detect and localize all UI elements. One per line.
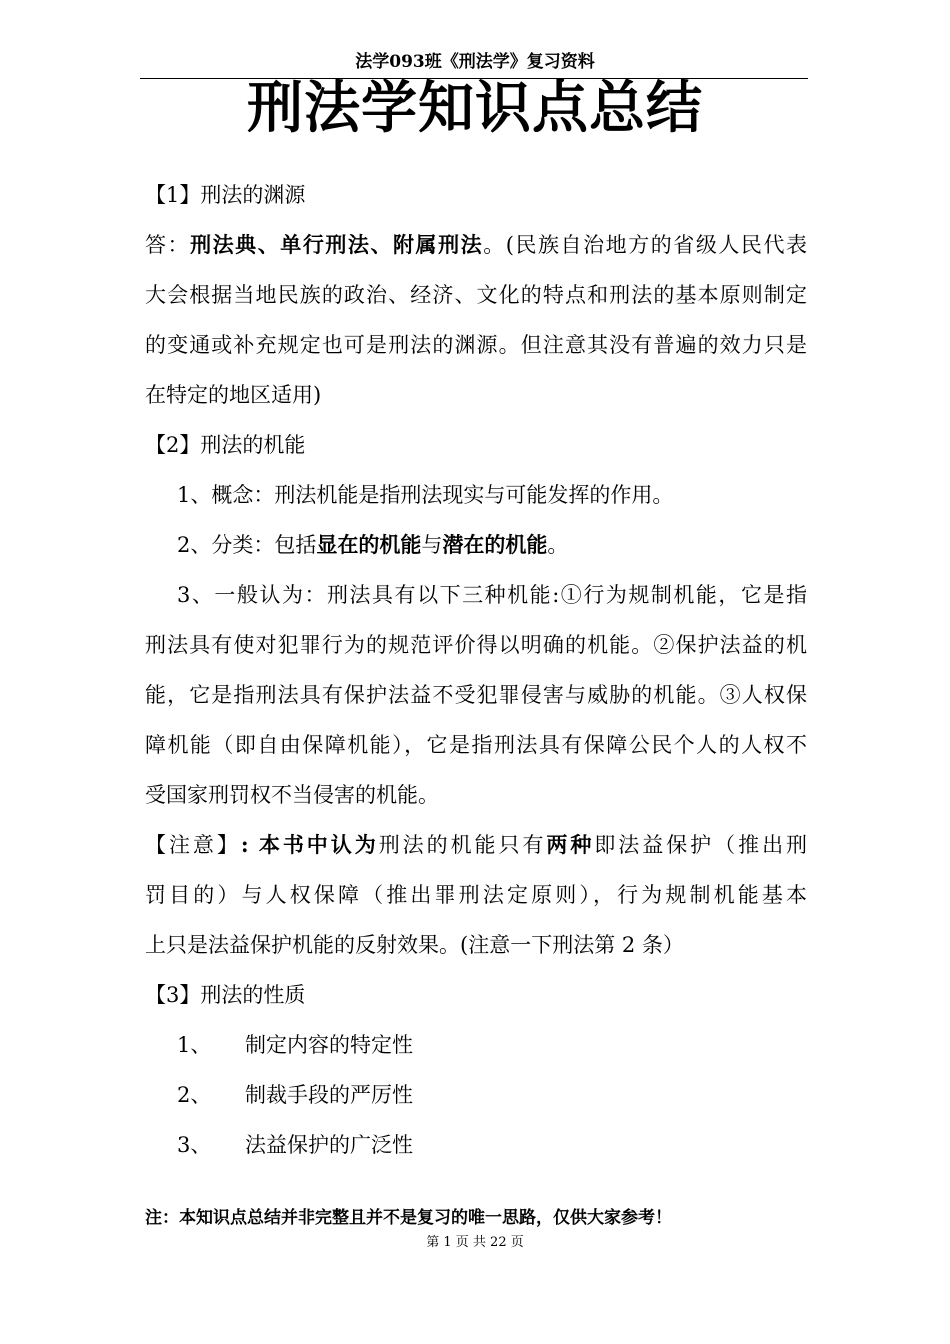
section-2-item-3-line-5: 受国家刑罚权不当侵害的机能。 xyxy=(145,783,439,807)
section-3-list-item xyxy=(145,1123,807,1173)
section-3-heading: 【3】刑法的性质 xyxy=(145,983,306,1007)
item-2-bold-latent: 潜在的机能 xyxy=(442,532,548,557)
list-item-number: 1、 xyxy=(177,1033,212,1057)
list-item-number: 3、 xyxy=(177,1133,212,1157)
item-2-prefix: 2、分类：包括 xyxy=(177,533,317,557)
section-2-note-line-3: 上只是法益保护机能的反射效果。(注意一下刑法第 2 条） xyxy=(145,933,684,957)
note-label: 【注意】 xyxy=(145,833,241,857)
note-text-2: 即法益保护（推出刑 xyxy=(594,833,807,857)
section-2-item-2 xyxy=(145,523,807,573)
section-2-item-3-line-1: 3、一般认为：刑法具有以下三种机能:①行为规制机能，它是指 xyxy=(177,583,807,607)
item-2-bold-explicit: 显在的机能 xyxy=(316,532,422,557)
note-bold-two: 两种 xyxy=(546,832,595,857)
section-1-heading: 【1】刑法的渊源 xyxy=(145,183,306,207)
note-colon: : xyxy=(240,832,259,857)
answer-prefix: 答： xyxy=(145,233,191,257)
section-2-item-3-line-3: 能，它是指刑法具有保护法益不受犯罪侵害与威胁的机能。③人权保 xyxy=(145,683,807,707)
running-header: 法学093班《刑法学》复习资料 xyxy=(355,52,595,72)
list-item-number: 2、 xyxy=(177,1083,212,1107)
note-text-1: 刑法的机能只有 xyxy=(378,833,547,857)
item-2-mid: 与 xyxy=(421,533,443,557)
section-1-answer-line-2: 大会根据当地民族的政治、经济、文化的特点和刑法的基本原则制定 xyxy=(145,283,807,307)
section-1-answer-line-3: 的变通或补充规定也可是刑法的渊源。但注意其没有普遍的效力只是 xyxy=(145,333,807,357)
section-3-list-item xyxy=(145,1073,807,1123)
document-body xyxy=(145,173,807,1173)
footer-disclaimer: 注：本知识点总结并非完整且并不是复习的唯一思路，仅供大家参考！ xyxy=(145,1208,672,1228)
list-item-text: 制裁手段的严厉性 xyxy=(245,1083,413,1107)
section-1-answer-line-4: 在特定的地区适用) xyxy=(145,383,322,407)
list-item-text: 法益保护的广泛性 xyxy=(245,1133,413,1157)
section-2-item-1: 1、概念：刑法机能是指刑法现实与可能发挥的作用。 xyxy=(177,483,674,507)
item-2-end: 。 xyxy=(547,533,569,557)
page-number: 第 1 页 共 22 页 xyxy=(426,1235,524,1250)
section-1-answer-line-1 xyxy=(145,223,807,273)
section-3-list-item xyxy=(145,1023,807,1073)
answer-line-1-rest: 。(民族自治地方的省级人民代表 xyxy=(483,233,807,257)
section-2-item-3-line-2: 刑法具有使对犯罪行为的规范评价得以明确的机能。②保护法益的机 xyxy=(145,633,807,657)
section-2-heading: 【2】刑法的机能 xyxy=(145,433,306,457)
note-bold-book-view: 本书中认为 xyxy=(258,832,379,857)
section-2-item-3-line-4: 障机能（即自由保障机能），它是指刑法具有保障公民个人的人权不 xyxy=(145,733,807,757)
section-2-note-line-1 xyxy=(145,823,807,873)
list-item-text: 制定内容的特定性 xyxy=(245,1033,413,1057)
section-2-note-line-2: 罚目的）与人权保障（推出罪刑法定原则），行为规制机能基本 xyxy=(145,883,807,907)
answer-bold-sources: 刑法典、单行刑法、附属刑法 xyxy=(190,232,484,257)
page-title: 刑法学知识点总结 xyxy=(247,76,703,141)
